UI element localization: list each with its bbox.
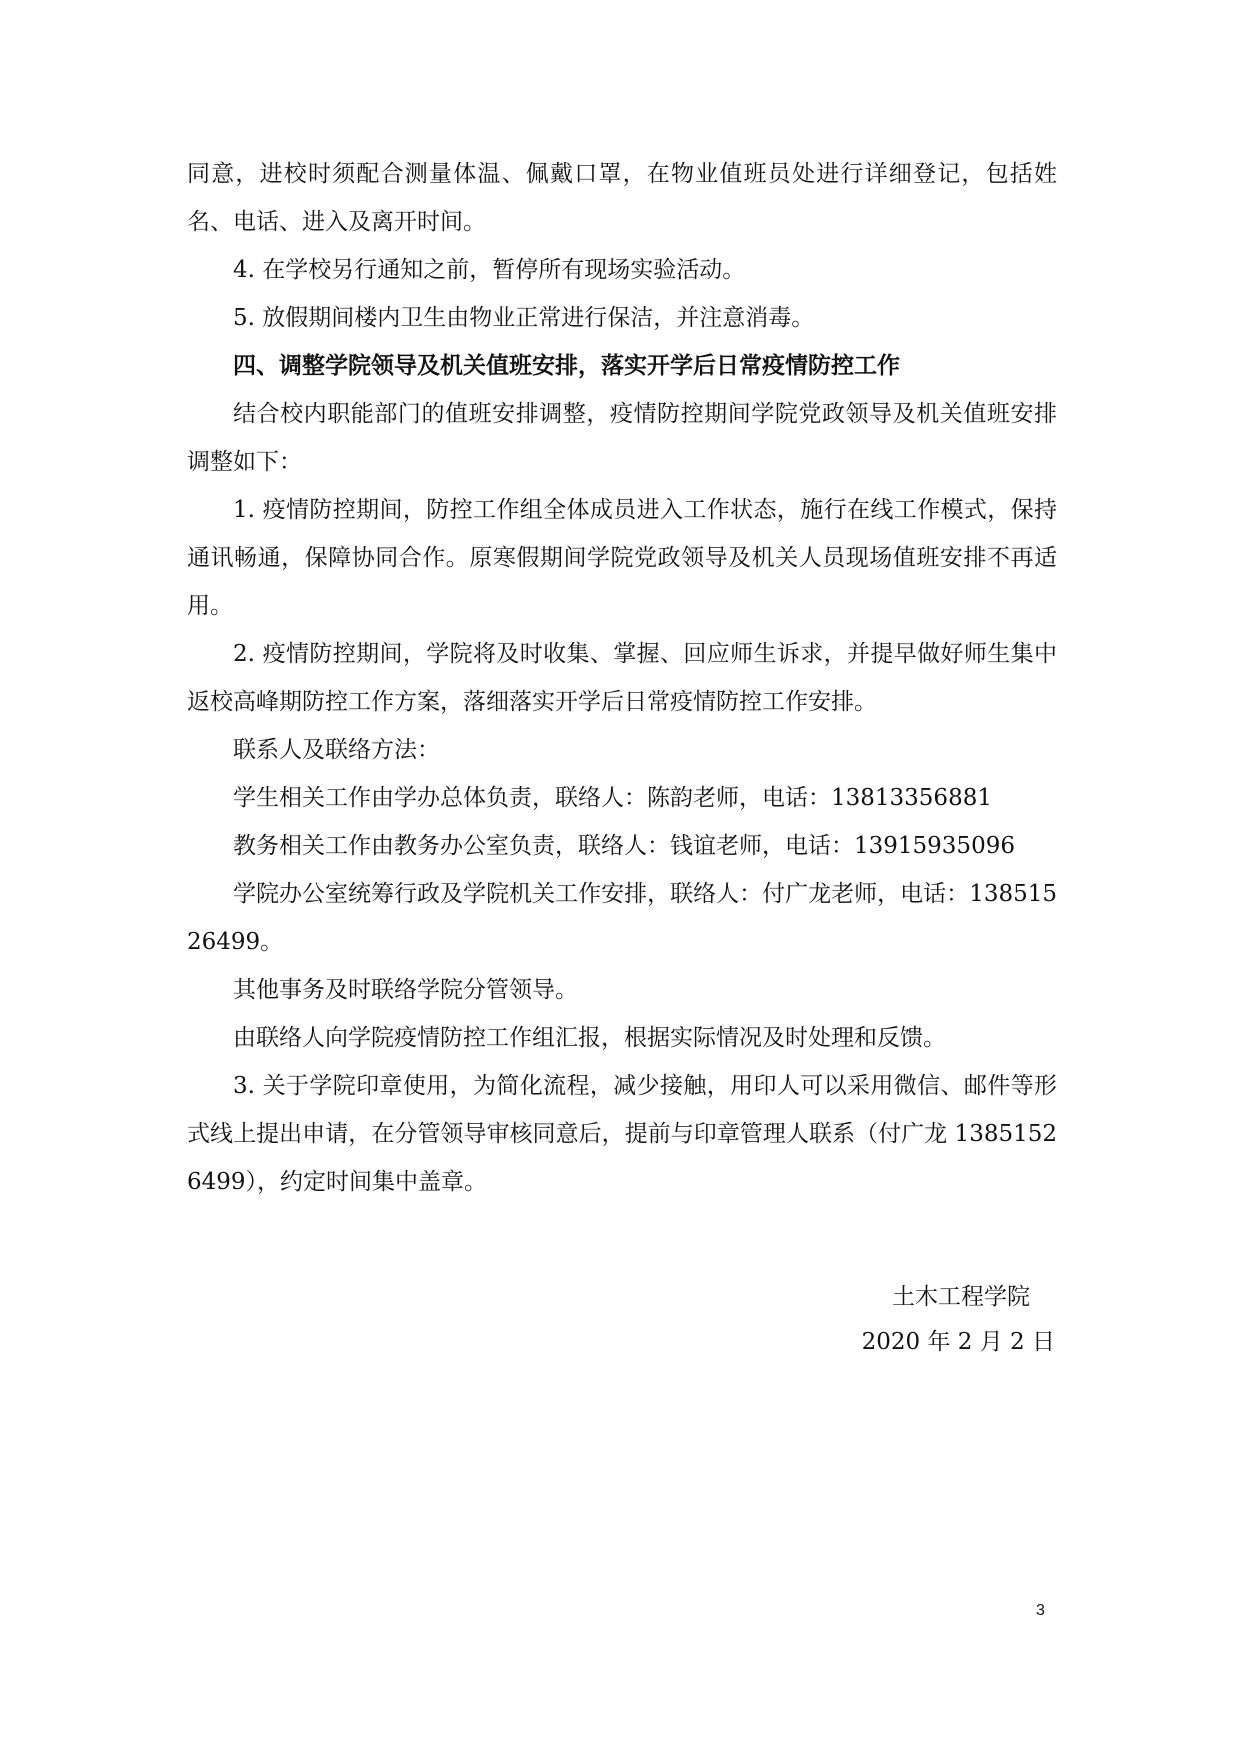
paragraph: 结合校内职能部门的值班安排调整，疫情防控期间学院党政领导及机关值班安排调整如下： [187, 401, 1057, 475]
paragraph: 3. 关于学院印章使用，为简化流程，减少接触，用印人可以采用微信、邮件等形式线上提出申请，在分管领导审核同意后，提前与印章管理人联系（付广龙 13851526499），约定时间集中盖章。 [187, 1073, 1057, 1195]
page-number: 3 [1036, 1602, 1045, 1619]
contact-line: 教务相关工作由教务办公室负责，联络人：钱谊老师，电话：13915935096 [233, 833, 1015, 859]
signature-organization: 土木工程学院 [892, 1284, 1030, 1310]
contact-line: 学生相关工作由学办总体负责，联络人：陈韵老师，电话：13813356881 [233, 785, 992, 811]
paragraph: 联系人及联络方法： [233, 737, 440, 763]
paragraph: 1. 疫情防控期间，防控工作组全体成员进入工作状态，施行在线工作模式，保持通讯畅通，保障协同合作。原寒假期间学院党政领导及机关人员现场值班安排不再适用。 [187, 497, 1057, 619]
paragraph: 5. 放假期间楼内卫生由物业正常进行保洁，并注意消毒。 [233, 305, 815, 331]
document-body [187, 150, 1057, 1206]
paragraph: 4. 在学校另行通知之前，暂停所有现场实验活动。 [233, 257, 746, 283]
signature-date: 2020 年 2 月 2 日 [861, 1329, 1055, 1355]
paragraph: 2. 疫情防控期间，学院将及时收集、掌握、回应师生诉求，并提早做好师生集中返校高峰期防控工作方案，落细落实开学后日常疫情防控工作安排。 [187, 641, 1057, 715]
section-heading: 四、调整学院领导及机关值班安排，落实开学后日常疫情防控工作 [233, 352, 900, 379]
paragraph: 由联络人向学院疫情防控工作组汇报，根据实际情况及时处理和反馈。 [233, 1025, 946, 1051]
paragraph: 其他事务及时联络学院分管领导。 [233, 977, 578, 1003]
paragraph: 同意，进校时须配合测量体温、佩戴口罩，在物业值班员处进行详细登记，包括姓名、电话、进入及离开时间。 [187, 161, 1057, 235]
contact-line: 学院办公室统筹行政及学院机关工作安排，联络人：付广龙老师，电话：13851526499。 [187, 881, 1057, 955]
